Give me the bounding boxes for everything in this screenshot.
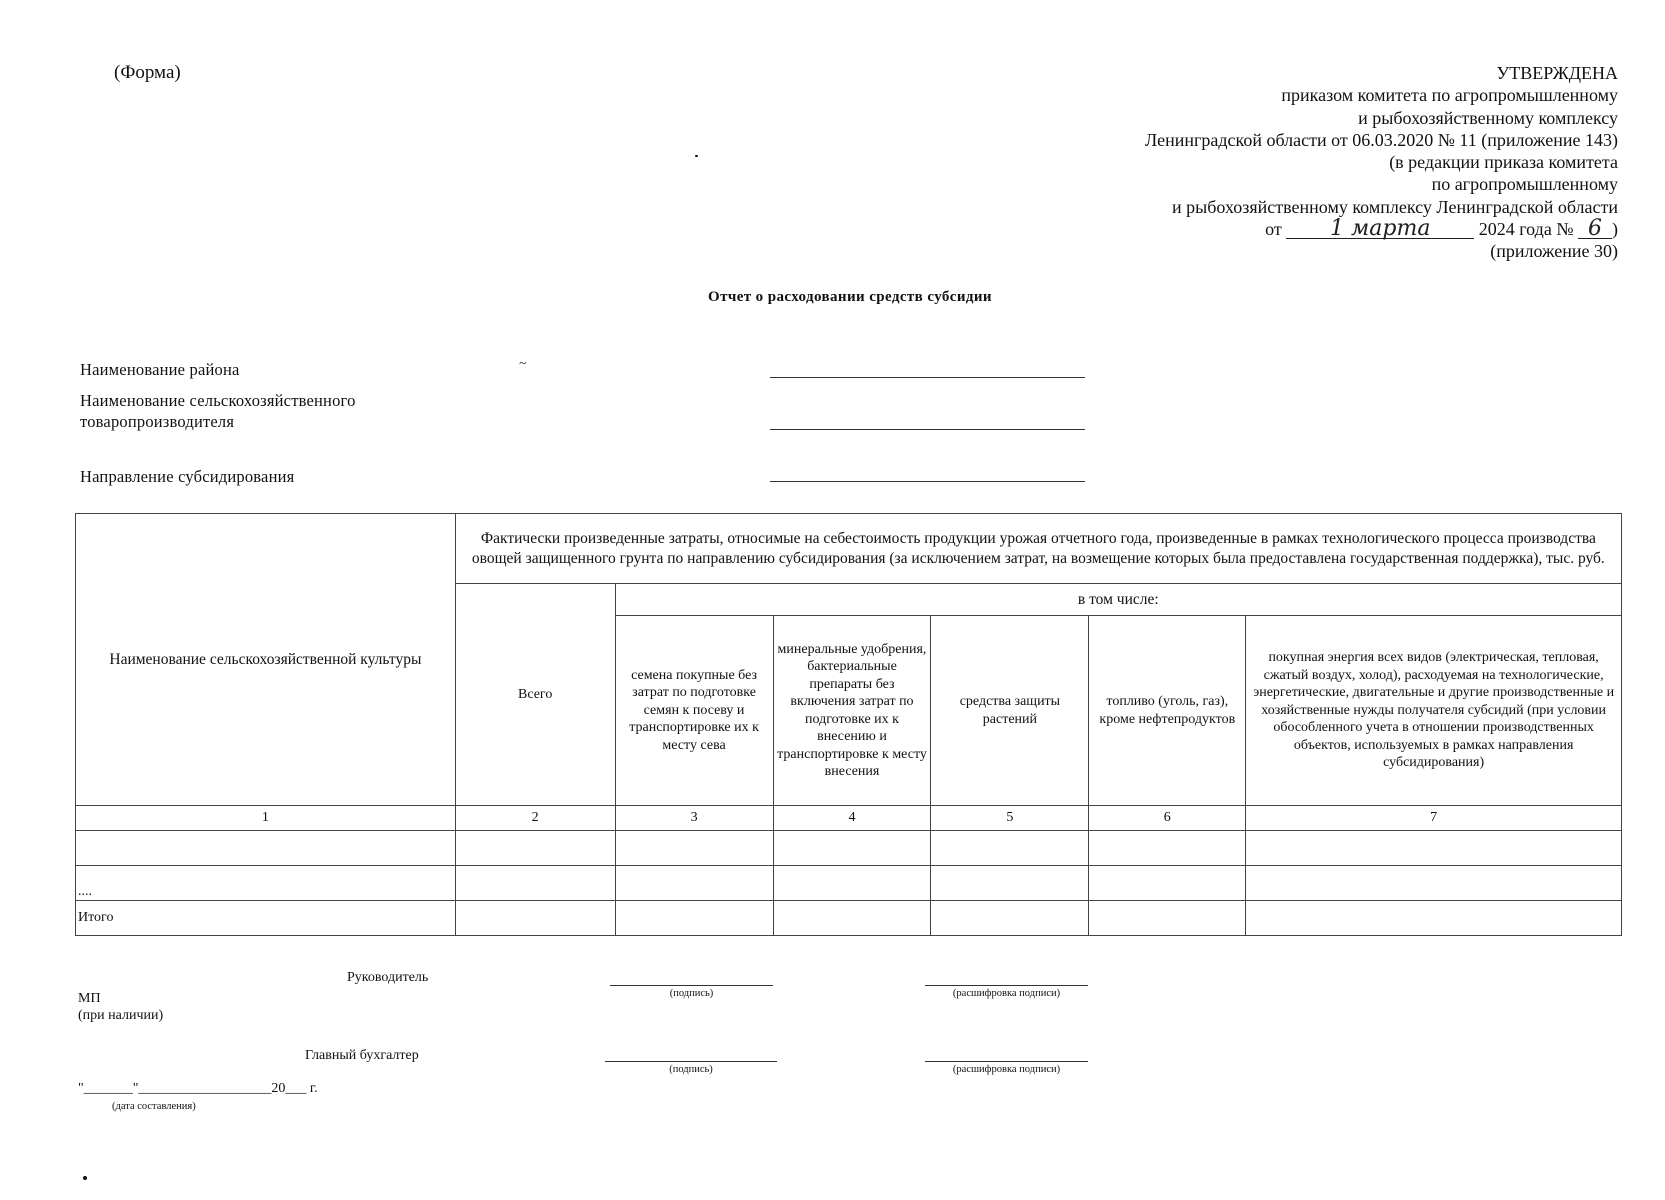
- chief-accountant-label: Главный бухгалтер: [305, 1048, 419, 1063]
- table-cell[interactable]: [455, 901, 615, 936]
- handwritten-date: 1 марта: [1286, 220, 1474, 239]
- accountant-signature-line[interactable]: [605, 1061, 777, 1062]
- producer-name-line[interactable]: [770, 429, 1085, 430]
- seeds-header: семена покупные без затрат по подготовке семян к посеву и транспортировке их к месту сева: [615, 616, 773, 806]
- fuel-header: топливо (уголь, газ), кроме нефтепродуктов: [1089, 616, 1246, 806]
- table-cell[interactable]: [1089, 831, 1246, 866]
- signature-caption: (подпись): [669, 988, 714, 999]
- expenses-table: [75, 513, 1622, 936]
- approval-block: [1145, 62, 1618, 263]
- scan-speck: [695, 155, 698, 157]
- table-cell[interactable]: [615, 901, 773, 936]
- table-row: [76, 866, 1622, 901]
- total-row: [76, 901, 1622, 936]
- district-name-label: Наименование района: [80, 360, 240, 379]
- producer-name-label: Наименование сельскохозяйственного товаропроизводителя: [80, 391, 356, 431]
- form-label: (Форма): [114, 62, 181, 83]
- fertilizers-header: минеральные удобрения, бактериальные препараты без включения затрат по подготовке их к внесению и транспортировке к месту внесения: [773, 616, 931, 806]
- column-number: 1: [76, 806, 456, 831]
- total-header: Всего: [455, 584, 615, 806]
- column-number: 4: [773, 806, 931, 831]
- signature-caption: (подпись): [669, 1064, 713, 1075]
- energy-header: покупная энергия всех видов (электрическая, тепловая, сжатый воздух, холод), расходуемая на технологические, энергетические, двигательные и другие производственные и хозяйственные нужды получателя субсидий (при условии обособленного учета в отношении производственных объектов, используемых в рамках направления субсидирования): [1246, 616, 1622, 806]
- table-cell[interactable]: [931, 831, 1089, 866]
- stamp-label: МП: [78, 991, 101, 1006]
- approval-line: приказом комитета по агропромышленному: [1281, 85, 1618, 106]
- column-number: 7: [1246, 806, 1622, 831]
- table-cell[interactable]: [455, 831, 615, 866]
- approval-line: по агропромышленному: [1431, 174, 1618, 195]
- crop-cell[interactable]: ....: [76, 866, 456, 901]
- table-cell[interactable]: [1246, 831, 1622, 866]
- stamp-note: (при наличии): [78, 1008, 164, 1023]
- table-cell[interactable]: [615, 866, 773, 901]
- approval-date-line: [1145, 218, 1618, 240]
- document-title: Отчет о расходовании средств субсидии: [708, 289, 992, 305]
- table-cell[interactable]: [1089, 866, 1246, 901]
- scan-speck: [83, 1176, 87, 1180]
- plant-protection-header: средства защиты растений: [931, 616, 1089, 806]
- table-cell[interactable]: [773, 866, 931, 901]
- date-prefix: от: [1265, 219, 1282, 240]
- column-number: 6: [1089, 806, 1246, 831]
- handwritten-number: 6: [1578, 220, 1612, 239]
- table-cell[interactable]: [1089, 901, 1246, 936]
- crop-name-header: Наименование сельскохозяйственной культуры: [76, 514, 456, 806]
- head-signature-line[interactable]: [610, 985, 773, 986]
- table-cell[interactable]: [1246, 866, 1622, 901]
- table-cell[interactable]: [773, 831, 931, 866]
- approval-line: и рыбохозяйственному комплексу: [1358, 107, 1618, 128]
- table-cell[interactable]: [773, 901, 931, 936]
- district-name-line[interactable]: [770, 377, 1085, 378]
- table-cell[interactable]: [931, 866, 1089, 901]
- column-number: 2: [455, 806, 615, 831]
- table-cell[interactable]: [455, 866, 615, 901]
- column-number: 3: [615, 806, 773, 831]
- approval-line: УТВЕРЖДЕНА: [1496, 63, 1618, 83]
- approval-line: и рыбохозяйственному комплексу Ленинградской области: [1172, 196, 1618, 217]
- subsidy-direction-line[interactable]: [770, 481, 1085, 482]
- decoding-caption: (расшифровка подписи): [952, 988, 1061, 999]
- crop-cell[interactable]: [76, 831, 456, 866]
- subsidy-direction-label: Направление субсидирования: [80, 467, 295, 486]
- table-cell[interactable]: [1246, 901, 1622, 936]
- approval-line: Ленинградской области от 06.03.2020 № 11 (приложение 143): [1145, 129, 1618, 150]
- head-label: Руководитель: [347, 970, 429, 985]
- compilation-date-caption: (дата составления): [112, 1101, 196, 1112]
- column-numbers-row: [76, 806, 1622, 831]
- actual-costs-header: Фактически произведенные затраты, относимые на себестоимость продукции урожая отчетного года, произведенные в рамках технологического процесса производства овощей защищенного грунта по направлению субсидирования (за исключением затрат, на возмещение которых была предоставлена государственная поддержка), тыс. руб.: [455, 514, 1621, 584]
- appendix-note: (приложение 30): [1490, 241, 1618, 262]
- column-number: 5: [931, 806, 1089, 831]
- head-decoding-line[interactable]: [925, 985, 1088, 986]
- date-year: 2024 года №: [1478, 219, 1574, 240]
- date-suffix: ): [1612, 219, 1618, 240]
- scan-speck: ~: [519, 355, 527, 370]
- approval-line: (в редакции приказа комитета: [1389, 152, 1618, 173]
- table-cell[interactable]: [931, 901, 1089, 936]
- table-cell[interactable]: [615, 831, 773, 866]
- accountant-decoding-line[interactable]: [925, 1061, 1088, 1062]
- decoding-caption: (расшифровка подписи): [952, 1064, 1061, 1075]
- total-label: Итого: [76, 901, 456, 936]
- compilation-date-line[interactable]: "_______"___________________20___ г.: [78, 1081, 318, 1096]
- including-header: в том числе:: [615, 584, 1621, 616]
- table-row: [76, 831, 1622, 866]
